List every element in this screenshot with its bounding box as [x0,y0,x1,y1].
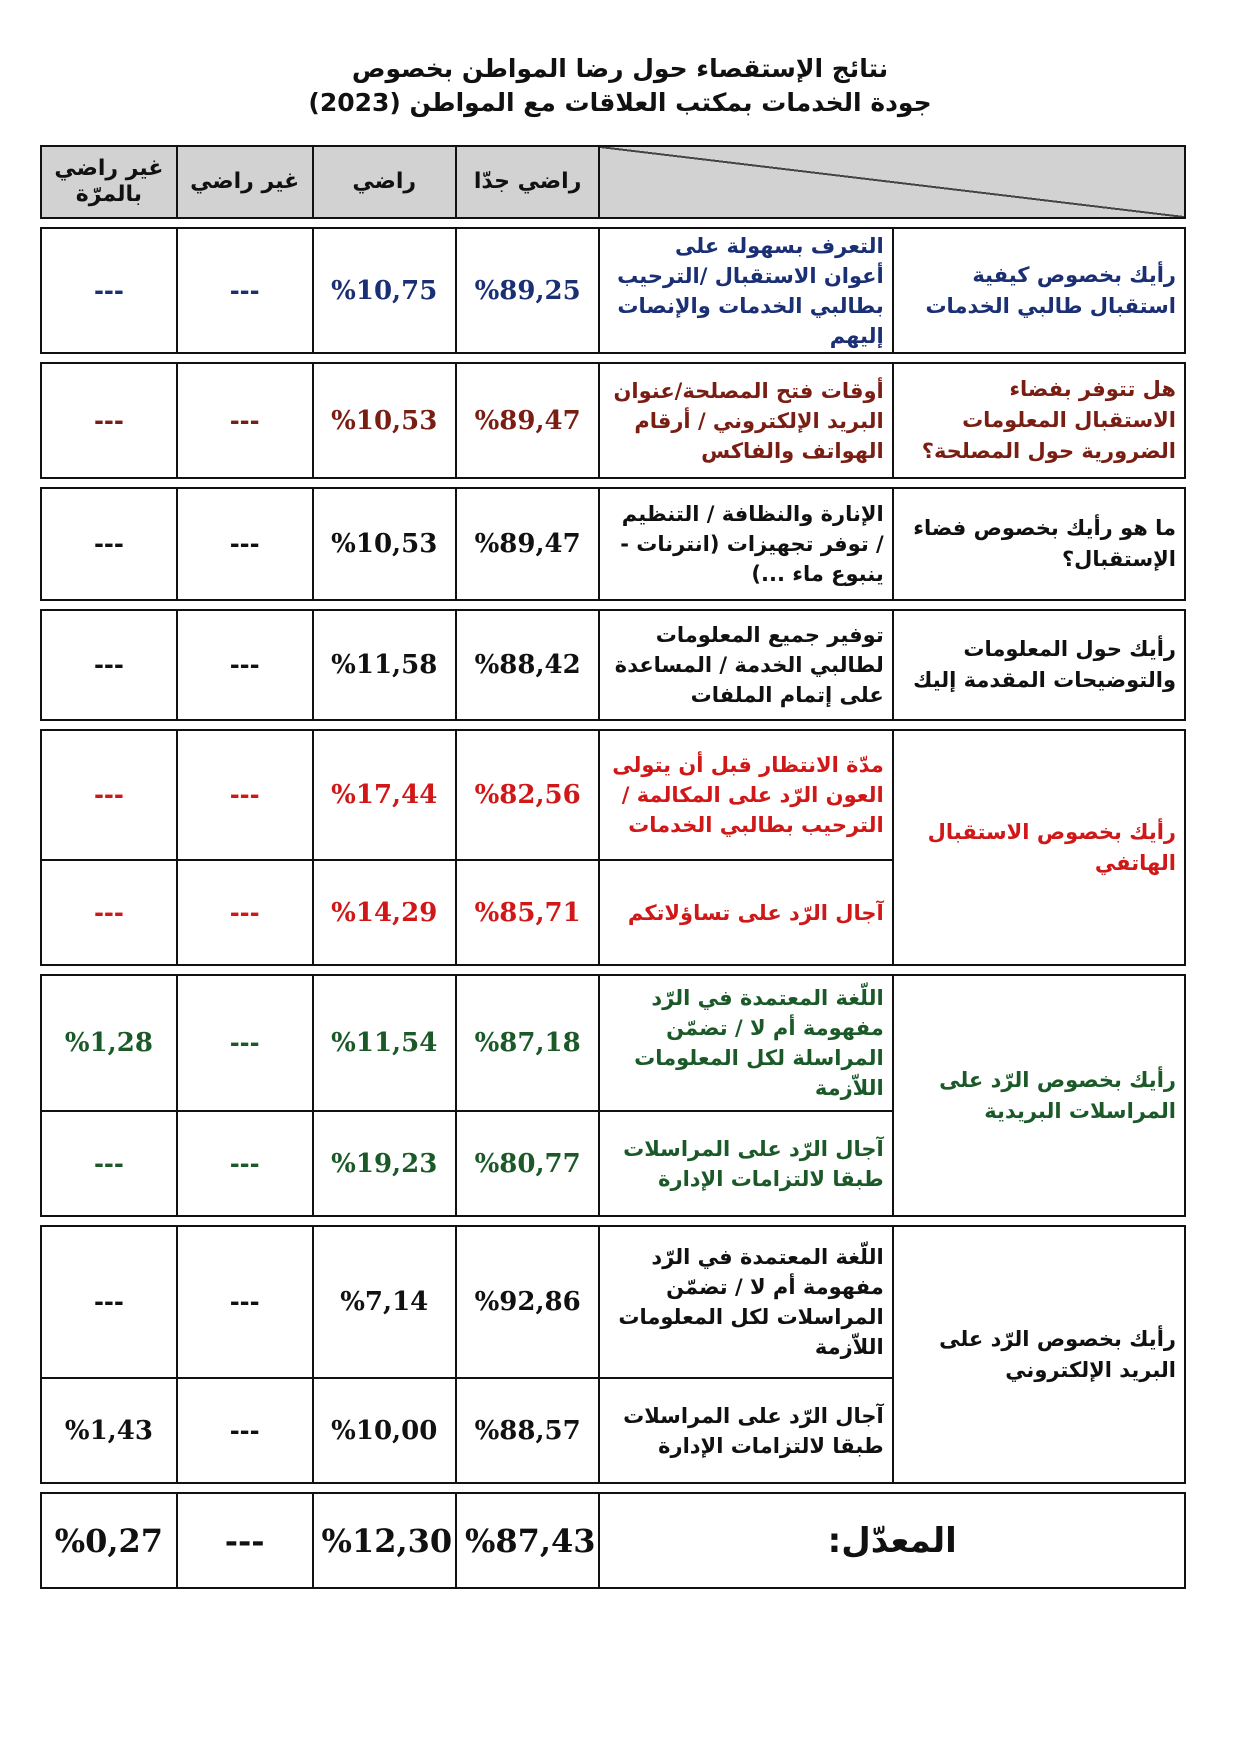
topic-cell: رأيك بخصوص الرّد على البريد الإلكتروني [893,1226,1185,1483]
very-satisfied-value: %80,77 [456,1111,599,1216]
not-satisfied-value: --- [177,975,313,1111]
very-satisfied-value: %92,86 [456,1226,599,1378]
table-row [41,363,1185,478]
not-satisfied-at-all-value: --- [41,1111,177,1216]
not-satisfied-at-all-value: --- [41,1226,177,1378]
table-row [41,488,1185,600]
table-row [41,610,1185,720]
header-not-satisfied: غير راضي [177,146,313,218]
document-title-line-2: جودة الخدمات بمكتب العلاقات مع المواطن (2023) [308,88,932,117]
item-cell: أوقات فتح المصلحة/عنوان البريد الإلكتروني / أرقام الهواتف والفاكس [599,363,892,478]
row-gap [41,720,1185,730]
very-satisfied-value: %89,25 [456,228,599,353]
table-row [41,228,1185,353]
not-satisfied-at-all-value: --- [41,488,177,600]
table-row [41,1226,1185,1378]
not-satisfied-value: --- [177,1226,313,1378]
average-not-satisfied: --- [177,1493,313,1588]
header-not-satisfied-at-all: غير راضي بالمرّة [41,146,177,218]
header-satisfied: راضي [313,146,456,218]
item-cell: مدّة الانتظار قبل أن يتولى العون الرّد على المكالمة / الترحيب بطالبي الخدمات [599,730,892,860]
not-satisfied-at-all-value: --- [41,228,177,353]
item-cell: التعرف بسهولة على أعوان الاستقبال /الترحيب بطالبي الخدمات والإنصات إليهم [599,228,892,353]
very-satisfied-value: %89,47 [456,363,599,478]
survey-results-table [40,145,1186,1589]
not-satisfied-value: --- [177,860,313,965]
average-row [41,1493,1185,1588]
item-cell: اللّغة المعتمدة في الرّد مفهومة أم لا / تضمّن المراسلة لكل المعلومات اللاّزمة [599,975,892,1111]
not-satisfied-value: --- [177,1378,313,1483]
satisfied-value: %11,58 [313,610,456,720]
item-cell: اللّغة المعتمدة في الرّد مفهومة أم لا / تضمّن المراسلات لكل المعلومات اللاّزمة [599,1226,892,1378]
topic-cell: رأيك بخصوص الرّد على المراسلات البريدية [893,975,1185,1216]
satisfied-value: %10,53 [313,488,456,600]
not-satisfied-at-all-value: --- [41,363,177,478]
satisfied-value: %17,44 [313,730,456,860]
very-satisfied-value: %85,71 [456,860,599,965]
topic-cell: رأيك بخصوص كيفية استقبال طالبي الخدمات [893,228,1185,353]
not-satisfied-at-all-value: %1,28 [41,975,177,1111]
row-gap [41,600,1185,610]
average-not-satisfied-at-all: %0,27 [41,1493,177,1588]
satisfied-value: %10,53 [313,363,456,478]
very-satisfied-value: %89,47 [456,488,599,600]
not-satisfied-value: --- [177,363,313,478]
satisfied-value: %7,14 [313,1226,456,1378]
item-cell: آجال الرّد على تساؤلاتكم [599,860,892,965]
row-gap [41,353,1185,363]
not-satisfied-at-all-value: --- [41,610,177,720]
not-satisfied-value: --- [177,488,313,600]
table-row [41,975,1185,1111]
not-satisfied-value: --- [177,1111,313,1216]
topic-cell: رأيك بخصوص الاستقبال الهاتفي [893,730,1185,965]
not-satisfied-value: --- [177,610,313,720]
item-cell: آجال الرّد على المراسلات طبقا لالتزامات الإدارة [599,1378,892,1483]
very-satisfied-value: %88,42 [456,610,599,720]
row-gap [41,965,1185,975]
item-cell: آجال الرّد على المراسلات طبقا لالتزامات الإدارة [599,1111,892,1216]
topic-cell: هل تتوفر بفضاء الاستقبال المعلومات الضرورية حول المصلحة؟ [893,363,1185,478]
not-satisfied-at-all-value: --- [41,730,177,860]
satisfied-value: %11,54 [313,975,456,1111]
topic-cell: رأيك حول المعلومات والتوضيحات المقدمة إليك [893,610,1185,720]
not-satisfied-value: --- [177,228,313,353]
row-gap [41,1483,1185,1493]
very-satisfied-value: %88,57 [456,1378,599,1483]
row-gap [41,1216,1185,1226]
very-satisfied-value: %87,18 [456,975,599,1111]
average-very-satisfied: %87,43 [456,1493,599,1588]
average-satisfied: %12,30 [313,1493,456,1588]
document-title-line-1: نتائج الإستقصاء حول رضا المواطن بخصوص [351,54,889,83]
satisfied-value: %14,29 [313,860,456,965]
table-row [41,730,1185,860]
satisfied-value: %10,75 [313,228,456,353]
item-cell: الإنارة والنظافة / التنظيم / توفر تجهيزات (انترنات - ينبوع ماء ...) [599,488,892,600]
satisfied-value: %19,23 [313,1111,456,1216]
not-satisfied-value: --- [177,730,313,860]
header-empty-cell [599,146,1185,218]
item-cell: توفير جميع المعلومات لطالبي الخدمة / المساعدة على إتمام الملفات [599,610,892,720]
header-row [41,146,1185,218]
topic-cell: ما هو رأيك بخصوص فضاء الإستقبال؟ [893,488,1185,600]
very-satisfied-value: %82,56 [456,730,599,860]
row-gap [41,218,1185,228]
average-label: المعدّل: [599,1493,1185,1588]
not-satisfied-at-all-value: %1,43 [41,1378,177,1483]
header-very-satisfied: راضي جدّا [456,146,599,218]
not-satisfied-at-all-value: --- [41,860,177,965]
row-gap [41,478,1185,488]
satisfied-value: %10,00 [313,1378,456,1483]
